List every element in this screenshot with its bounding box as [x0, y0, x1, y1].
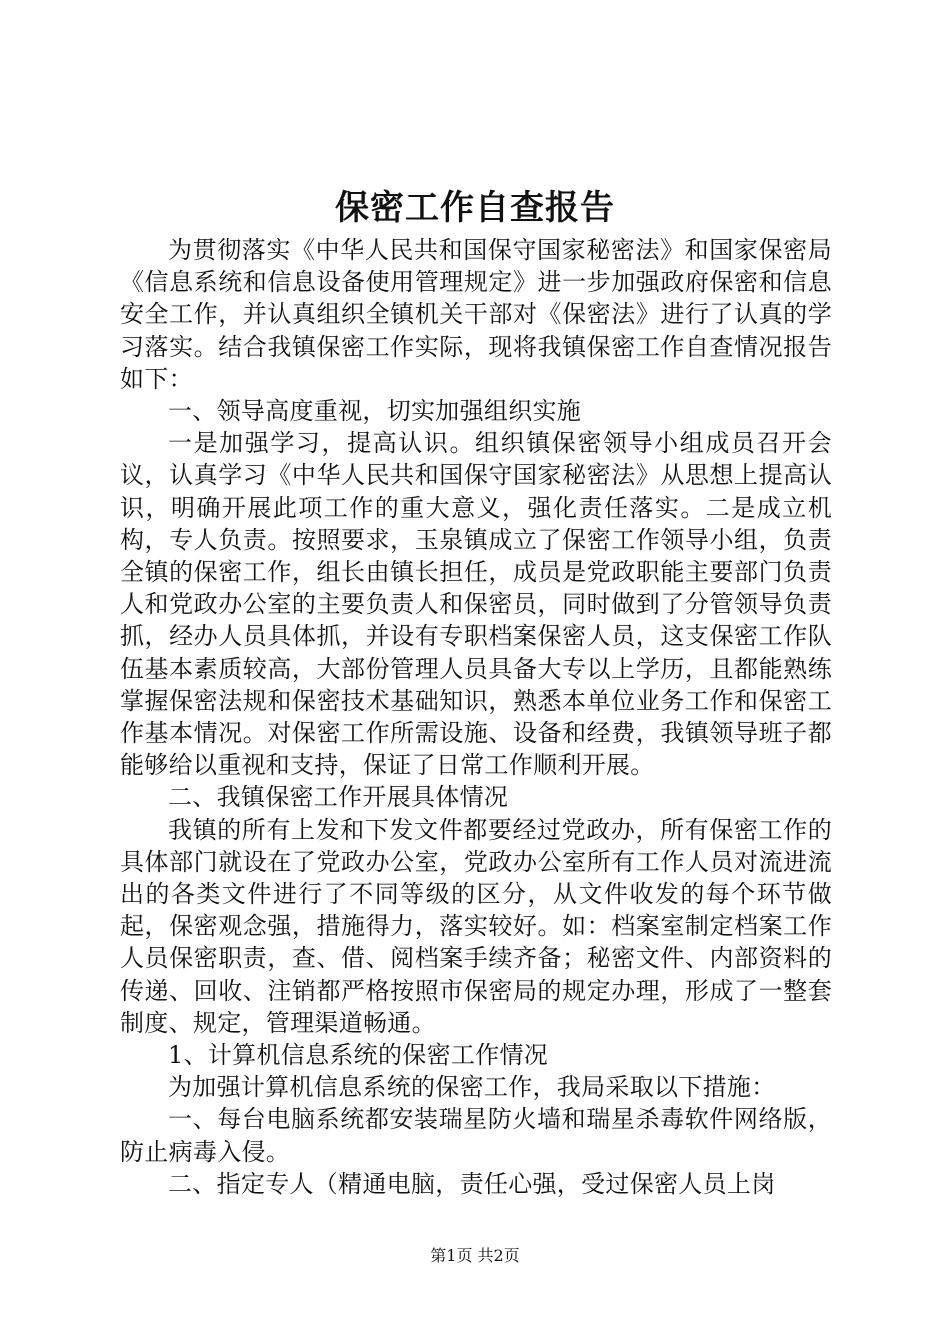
section-2-paragraph: 我镇的所有上发和下发文件都要经过党政办，所有保密工作的具体部门就设在了党政办公室，党政办公室所有工作人员对流进流出的各类文件进行了不同等级的区分，从文件收发的每个环节做起，保密观念强，措施得力，落实较好。如：档案室制定档案工作人员保密职责，查、借、阅档案手续齐备；秘密文件、内部资料的传递、回收、注销都严格按照市保密局的规定办理，形成了一整套制度、规定，管理渠道畅通。 — [120, 815, 832, 1037]
subsection-intro-paragraph: 为加强计算机信息系统的保密工作，我局采取以下措施： — [168, 1073, 776, 1102]
section-1-paragraph: 一是加强学习，提高认识。组织镇保密领导小组成员召开会议，认真学习《中华人民共和国保守国家秘密法》从思想上提高认识，明确开展此项工作的重大意义，强化责任落实。二是成立机构，专人负责。按照要求，玉泉镇成立了保密工作领导小组，负责全镇的保密工作，组长由镇长担任，成员是党政职能主要部门负责人和党政办公室的主要负责人和保密员，同时做到了分管领导负责抓，经办人员具体抓，并设有专职档案保密人员，这支保密工作队伍基本素质较高，大部份管理人员具备大专以上学历，且都能熟练掌握保密法规和保密技术基础知识，熟悉本单位业务工作和保密工作基本情况。对保密工作所需设施、设备和经费，我镇领导班子都能够给以重视和支持，保证了日常工作顺利开展。 — [120, 429, 832, 780]
section-heading-1: 一、领导高度重视，切实加强组织实施 — [168, 397, 582, 426]
section-heading-2: 二、我镇保密工作开展具体情况 — [168, 783, 509, 812]
measure-item-1: 一、每台电脑系统都安装瑞星防火墙和瑞星杀毒软件网络版，防止病毒入侵。 — [120, 1105, 832, 1166]
document-body — [120, 234, 832, 1200]
intro-paragraph: 为贯彻落实《中华人民共和国保守国家秘密法》和国家保密局《信息系统和信息设备使用管理规定》进一步加强政府保密和信息安全工作，并认真组织全镇机关干部对《保密法》进行了认真的学习落实。结合我镇保密工作实际，现将我镇保密工作自查情况报告如下： — [120, 236, 832, 393]
subsection-heading-1: 1、计算机信息系统的保密工作情况 — [168, 1041, 549, 1070]
document-title: 保密工作自查报告 — [335, 188, 615, 228]
measure-item-2: 二、指定专人（精通电脑，责任心强，受过保密人员上岗 — [168, 1169, 776, 1198]
page-number-footer: 第1页 共2页 — [430, 1246, 520, 1265]
